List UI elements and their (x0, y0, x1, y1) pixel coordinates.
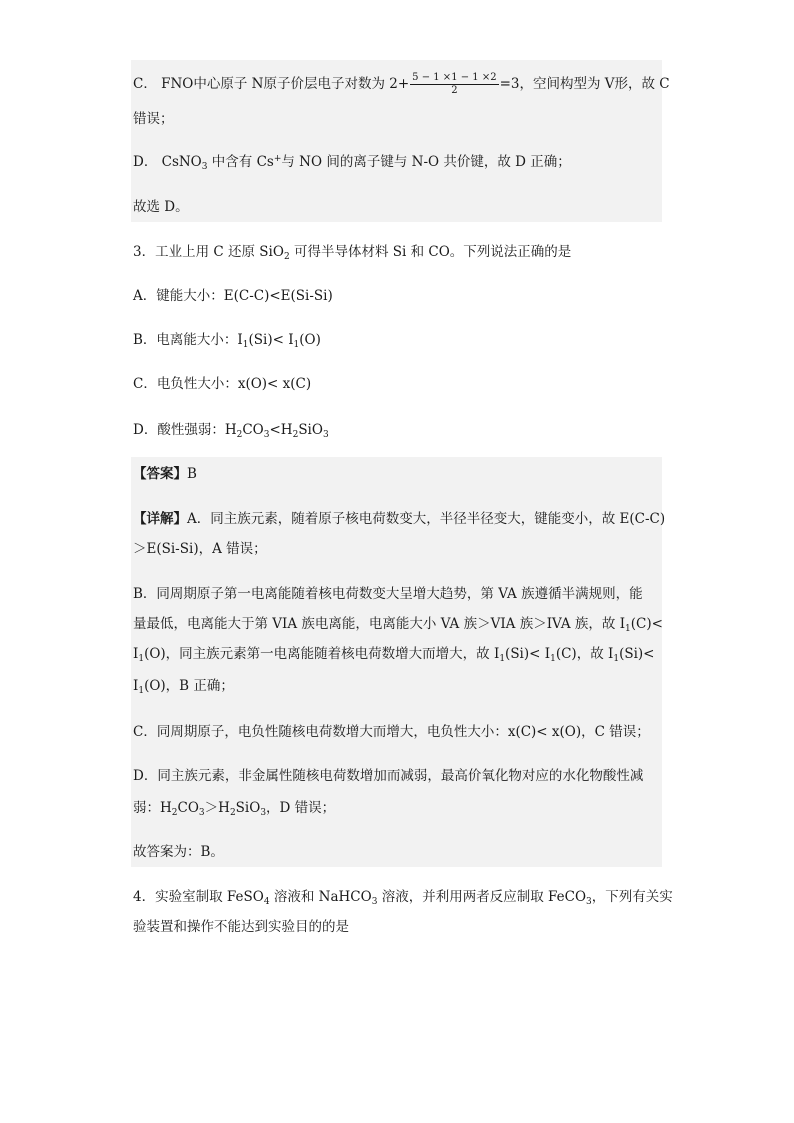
q3-stem: 3．工业上用 C 还原 SiO$_2$ 可得半导体材料 Si 和 CO。下列说法正确的是 (133, 244, 572, 262)
q3-detail-b-line2: 量最低，电离能大于第 VIA 族电离能，电离能大小 VA 族＞VIA 族＞IVA 族，故 $I_1(C)<$ (133, 616, 663, 634)
fraction: $\frac{5 - 1 \times 1 - 1 \times 2}{2}$ (412, 72, 497, 96)
q4-stem-line1: 4．实验室制取 FeSO$_4$ 溶液和 NaHCO$_3$ 溶液，并利用两者反应制取 FeCO$_3$，下列有关实 (133, 889, 673, 907)
q2-option-c-explanation-cont: 错误； (133, 111, 174, 127)
q3-option-b: B．电离能大小：$I_1(Si)< I_1(O)$ (133, 332, 321, 350)
q4-stem-line2: 验装置和操作不能达到实验目的的是 (133, 919, 349, 935)
q3-detail-a-line2: ＞E(Si-Si)，A 错误； (133, 541, 267, 557)
q3-detail-b-line3: $I_1(O)$，同主族元素第一电离能随着核电荷数增大而增大，故 $I_1(Si)< I_1(C)$，故 $I_1(Si)<$ (133, 646, 655, 664)
q3-option-d: D．酸性强弱：$H_2CO_3<H_2SiO_3$ (133, 422, 329, 440)
q3-detail-a-line1: 【详解】A．同主族元素，随着原子核电荷数变大，半径半径变大，键能变小，故 E(C-C) (133, 511, 666, 527)
detail-label: 【详解】 (133, 511, 187, 527)
q3-detail-b-line4: $I_1(O)$，B 正确； (133, 678, 234, 696)
q2-option-c-explanation: C． FNO中心原子 N原子价层电子对数为 2+ $\frac{5 - 1 \times 1 - 1 \times 2}{2}$ =3，空间构型为 V形，故 C (133, 72, 670, 96)
q3-answer (133, 465, 197, 483)
q3-detail-b-line1: B．同周期原子第一电离能随着核电荷数变大呈增大趋势，第 VA 族遵循半满规则，能 (133, 586, 643, 602)
q3-detail-d-line1: D．同主族元素，非金属性随核电荷数增加而减弱，最高价氧化物对应的水化物酸性减 (133, 768, 644, 784)
q3-detail-d-line2: 弱：$H_2CO_3>H_2SiO_3$，D 错误； (133, 800, 336, 818)
q2-option-d-explanation: D． CsNO$_3$ 中含有 Cs+与 NO 间的离子键与 N-O 共价键，故 D 正确； (133, 154, 571, 172)
q3-conclusion: 故答案为：B。 (133, 844, 224, 860)
q3-option-c: C．电负性大小：x(O)< x(C) (133, 376, 312, 392)
q3-detail-c: C．同周期原子，电负性随核电荷数增大而增大，电负性大小：x(C)< x(O)，C 错误； (133, 724, 650, 740)
q3-option-a: A．键能大小：E(C-C)<E(Si-Si) (133, 288, 333, 304)
answer-label: 【答案】 (133, 466, 187, 482)
q2-conclusion: 故选 D。 (133, 199, 189, 215)
answer-value: B (187, 466, 197, 482)
